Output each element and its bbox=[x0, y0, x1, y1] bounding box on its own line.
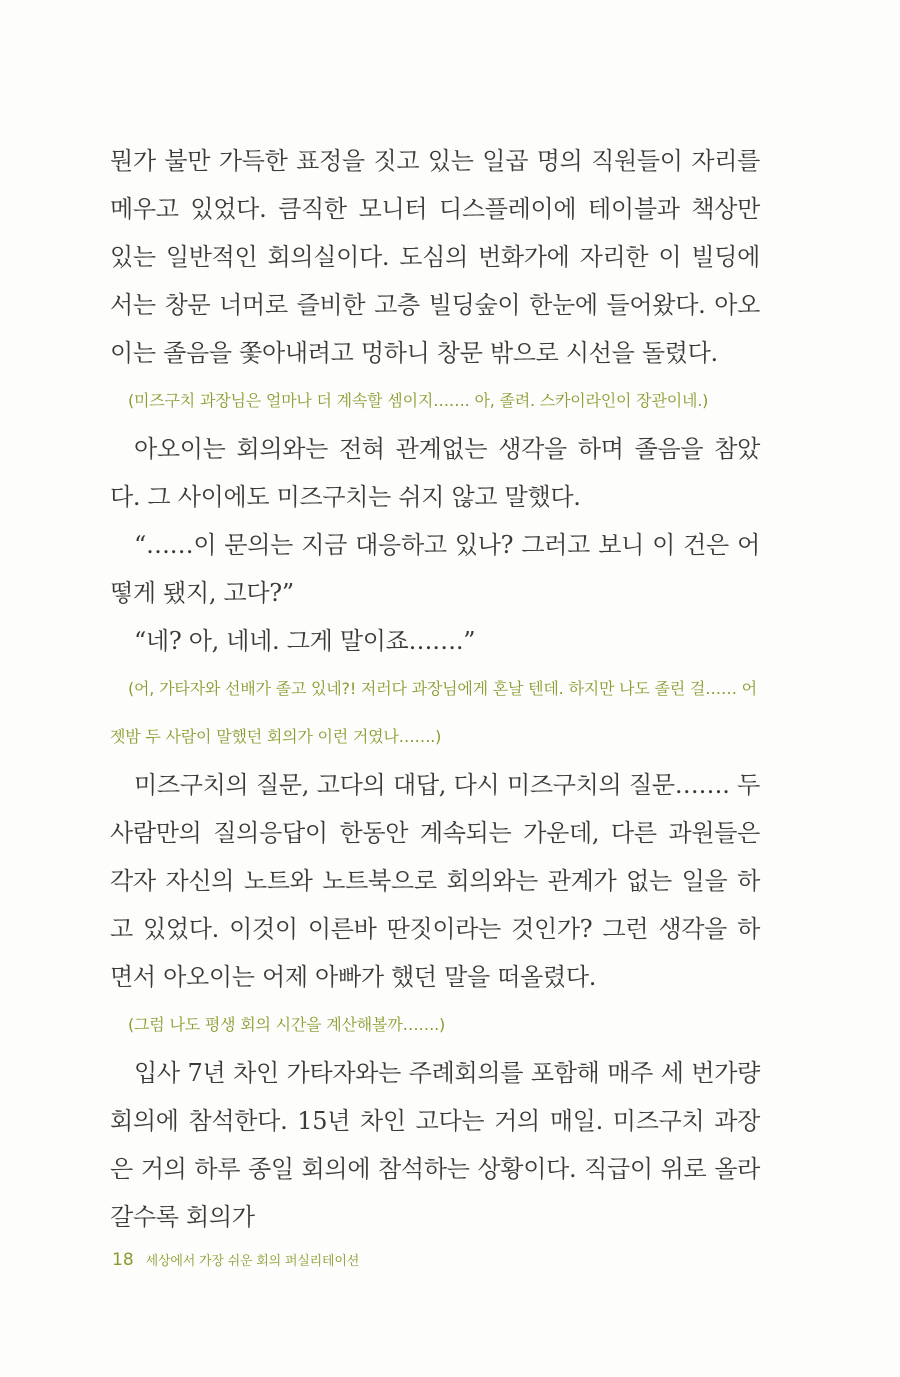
page-number: 18 bbox=[112, 1250, 134, 1270]
dialogue-2: “네? 아, 네네. 그게 말이죠…….” bbox=[134, 627, 476, 655]
dialogue-1: “……이 문의는 지금 대응하고 있나? 그러고 보니 이 건은 어떻게 됐지, 고다?” bbox=[110, 531, 760, 607]
inner-thought-3: (그럼 나도 평생 회의 시간을 계산해볼까…….) bbox=[128, 1015, 446, 1034]
book-title: 세상에서 가장 쉬운 회의 퍼실리테이션 bbox=[145, 1254, 360, 1269]
paragraph-3: 미즈구치의 질문, 고다의 대답, 다시 미즈구치의 질문……. 두 사람만의 질의응답이 한동안 계속되는 가운데, 다른 과원들은 각자 자신의 노트와 노트북으로 회의와는 관계가 없는 일을 하고 있었다. 이것이 이른바 딴짓이라는 것인가? 그런 생각을 하면서 아오이는 어제 아빠가 했던 말을 떠올렸다. bbox=[110, 771, 760, 991]
page-footer bbox=[112, 1250, 359, 1270]
inner-thought-2: (어, 가타자와 선배가 졸고 있네?! 저러다 과장님에게 혼날 텐데. 하지만 나도 졸린 걸…… 어젯밤 두 사람이 말했던 회의가 이런 거였나…….) bbox=[110, 679, 757, 746]
body-text bbox=[110, 137, 760, 1241]
paragraph-4: 입사 7년 차인 가타자와는 주례회의를 포함해 매주 세 번가량 회의에 참석한다. 15년 차인 고다는 거의 매일. 미즈구치 과장은 거의 하루 종일 회의에 참석하는 상황이다. 직급이 위로 올라갈수록 회의가 bbox=[110, 1059, 760, 1231]
paragraph-2: 아오이는 회의와는 전혀 관계없는 생각을 하며 졸음을 참았다. 그 사이에도 미즈구치는 쉬지 않고 말했다. bbox=[110, 435, 760, 511]
paragraph-1: 뭔가 불만 가득한 표정을 짓고 있는 일곱 명의 직원들이 자리를 메우고 있었다. 큼직한 모니터 디스플레이에 테이블과 책상만 있는 일반적인 회의실이다. 도심의 번화가에 자리한 이 빌딩에서는 창문 너머로 즐비한 고층 빌딩숲이 한눈에 들어왔다. 아오이는 졸음을 쫓아내려고 멍하니 창문 밖으로 시선을 돌렸다. bbox=[110, 147, 760, 367]
inner-thought-1: (미즈구치 과장님은 얼마나 더 계속할 셈이지……. 아, 졸려. 스카이라인이 장관이네.) bbox=[128, 391, 709, 410]
